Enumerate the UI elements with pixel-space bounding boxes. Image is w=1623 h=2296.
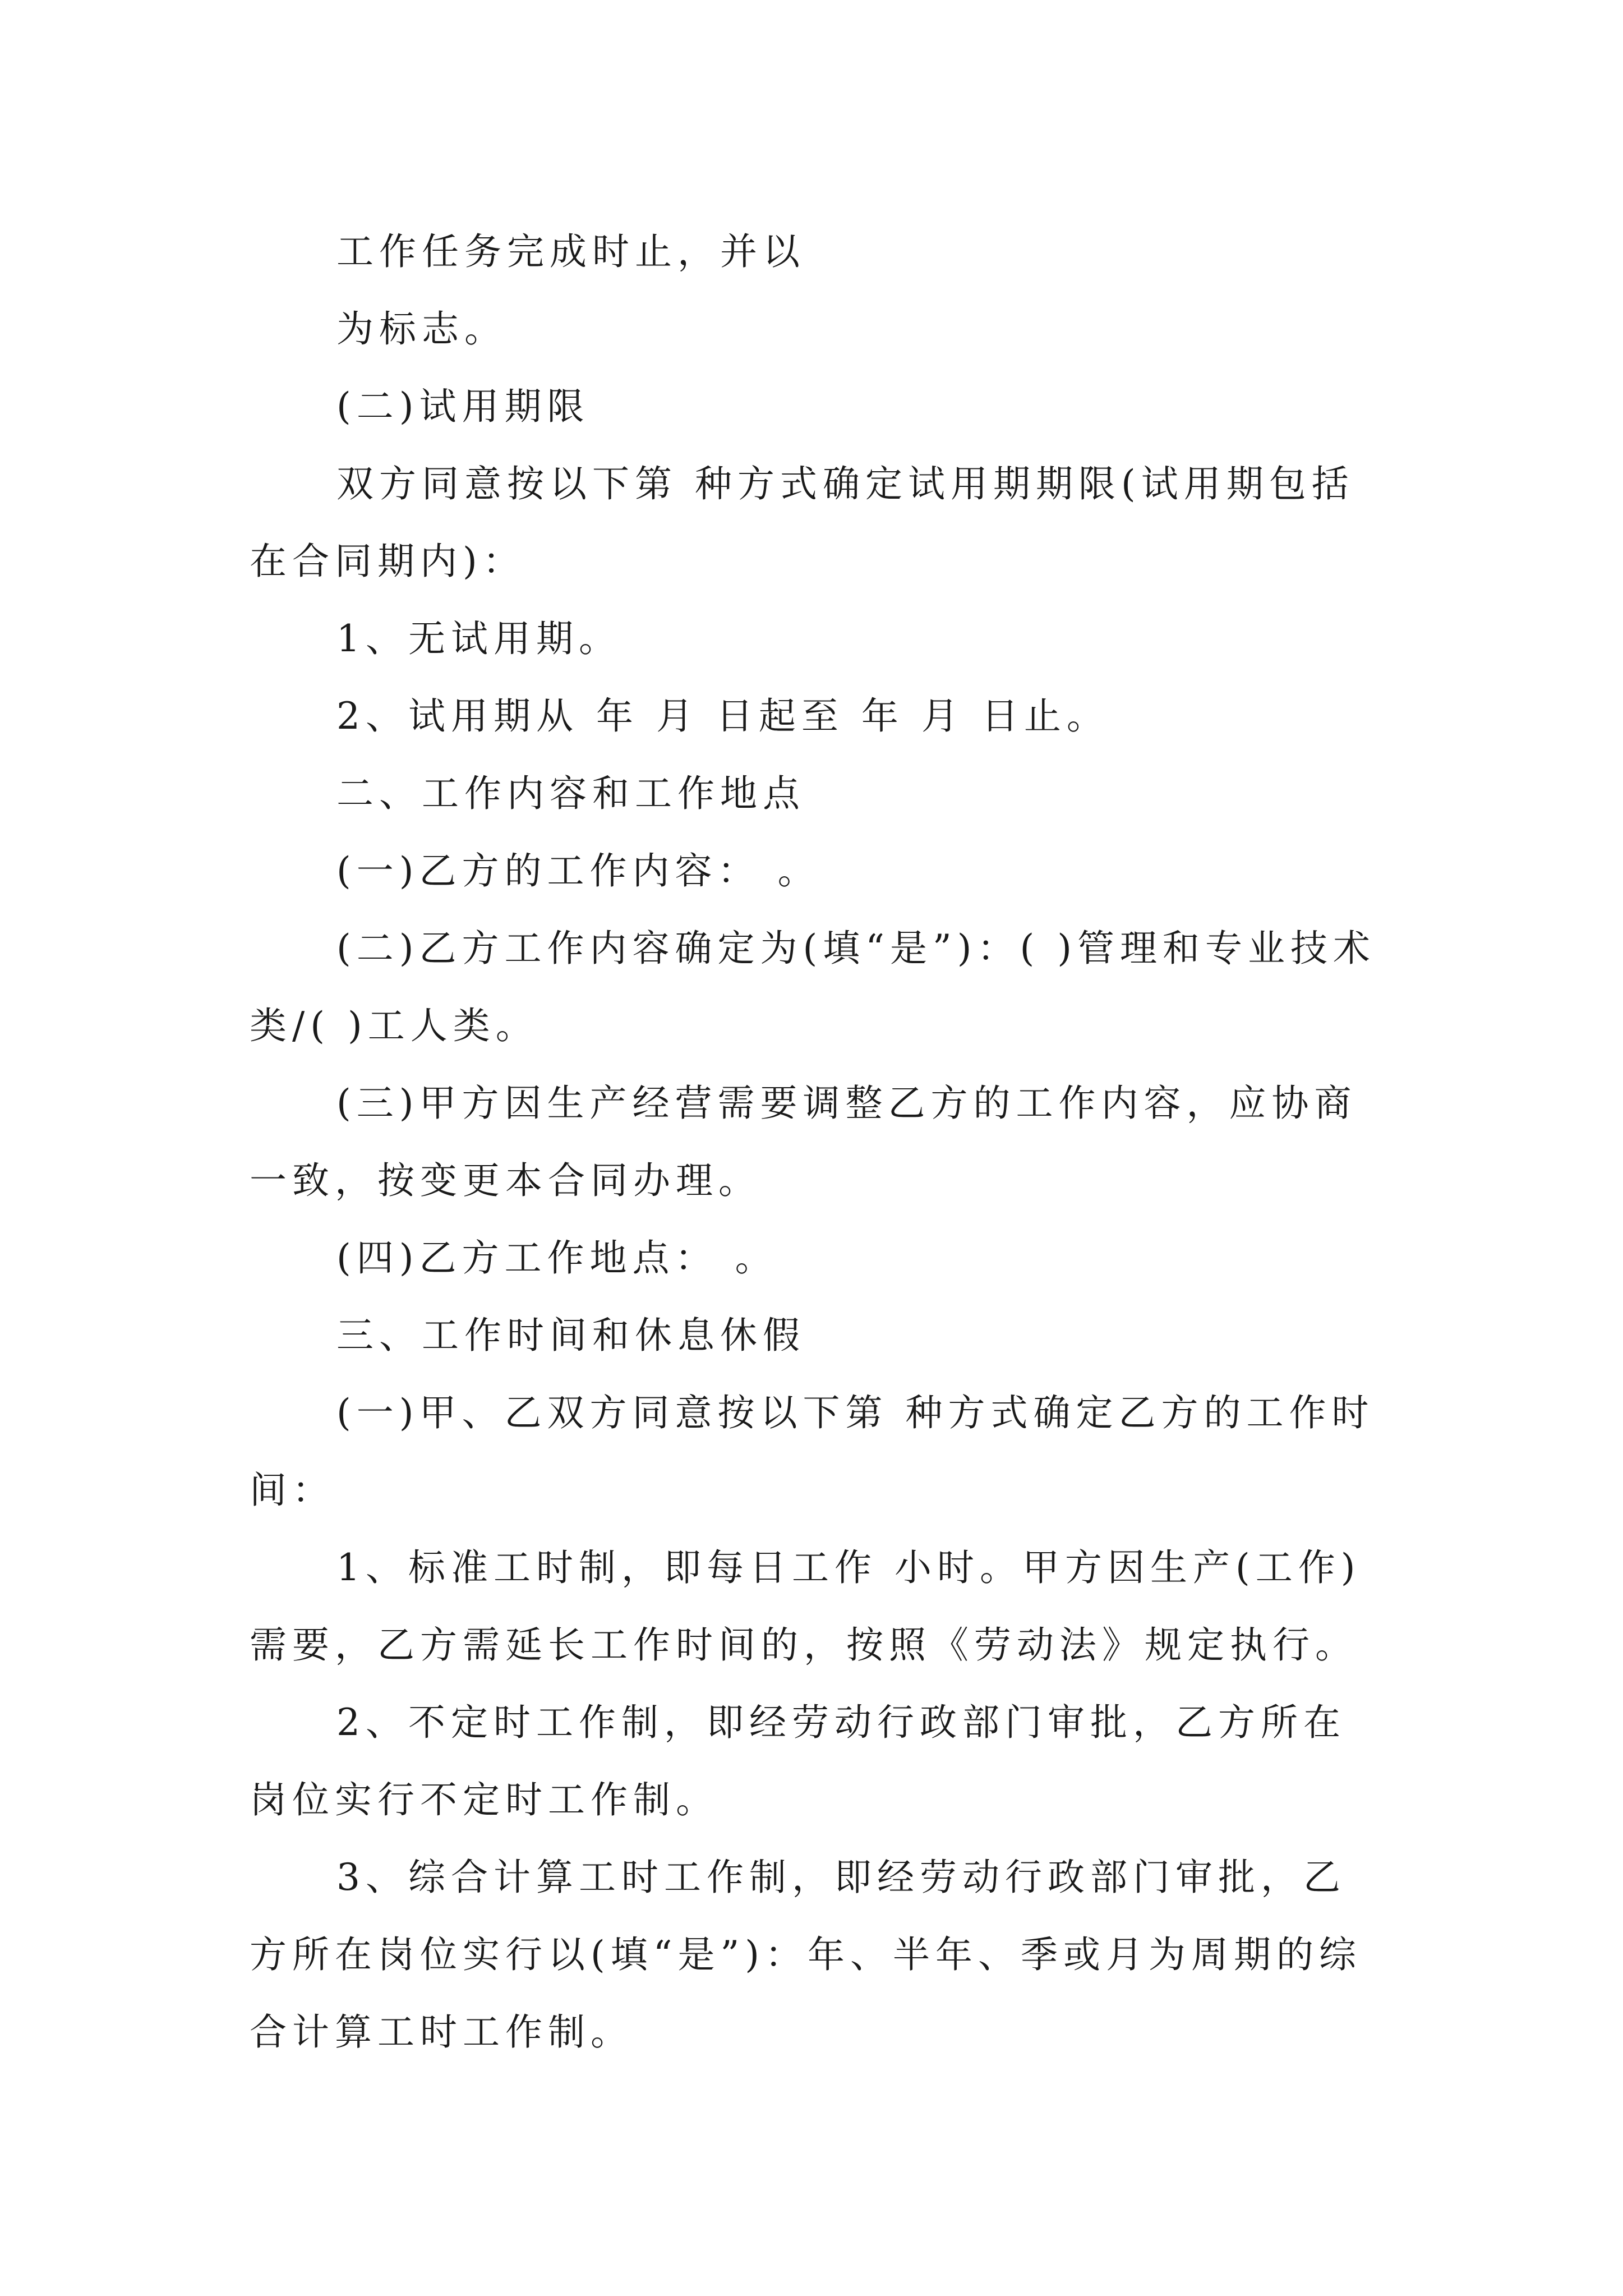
list-item: 1、标准工时制，即每日工作 小时。甲方因生产(工作)需要，乙方需延长工作时间的，按照《劳动法》规定执行。 [250, 1546, 1361, 1667]
list-item: 3、综合计算工时工作制，即经劳动行政部门审批，乙方所在岗位实行以(填“是”)：年、半年、季或月为周期的综合计算工时工作制。 [250, 1856, 1362, 2054]
paragraph: (二)乙方工作内容确定为(填“是”)：( )管理和专业技术类/( )工人类。 [250, 927, 1376, 1047]
paragraph: 工作任务完成时止，并以 [336, 230, 805, 273]
paragraph: (一)乙方的工作内容： 。 [336, 849, 820, 892]
paragraph: 双方同意按以下第 种方式确定试用期期限(试用期包括在合同期内)： [250, 462, 1354, 583]
list-item: 2、不定时工作制，即经劳动行政部门审批，乙方所在岗位实行不定时工作制。 [250, 1701, 1346, 1821]
paragraph: (四)乙方工作地点： 。 [336, 1236, 778, 1280]
list-item: 2、试用期从 年 月 日起至 年 月 日止。 [336, 694, 1109, 738]
paragraph: (三)甲方因生产经营需要调整乙方的工作内容，应协商一致，按变更本合同办理。 [250, 1082, 1357, 1202]
section-heading: (二)试用期限 [336, 385, 590, 428]
section-heading: 三、工作时间和休息休假 [336, 1314, 805, 1357]
list-item: 1、无试用期。 [336, 617, 621, 660]
section-heading: 二、工作内容和工作地点 [336, 772, 805, 815]
paragraph: (一)甲、乙双方同意按以下第 种方式确定乙方的工作时间： [250, 1391, 1375, 1512]
paragraph: 为标志。 [336, 307, 507, 351]
document-body [250, 213, 1382, 2071]
